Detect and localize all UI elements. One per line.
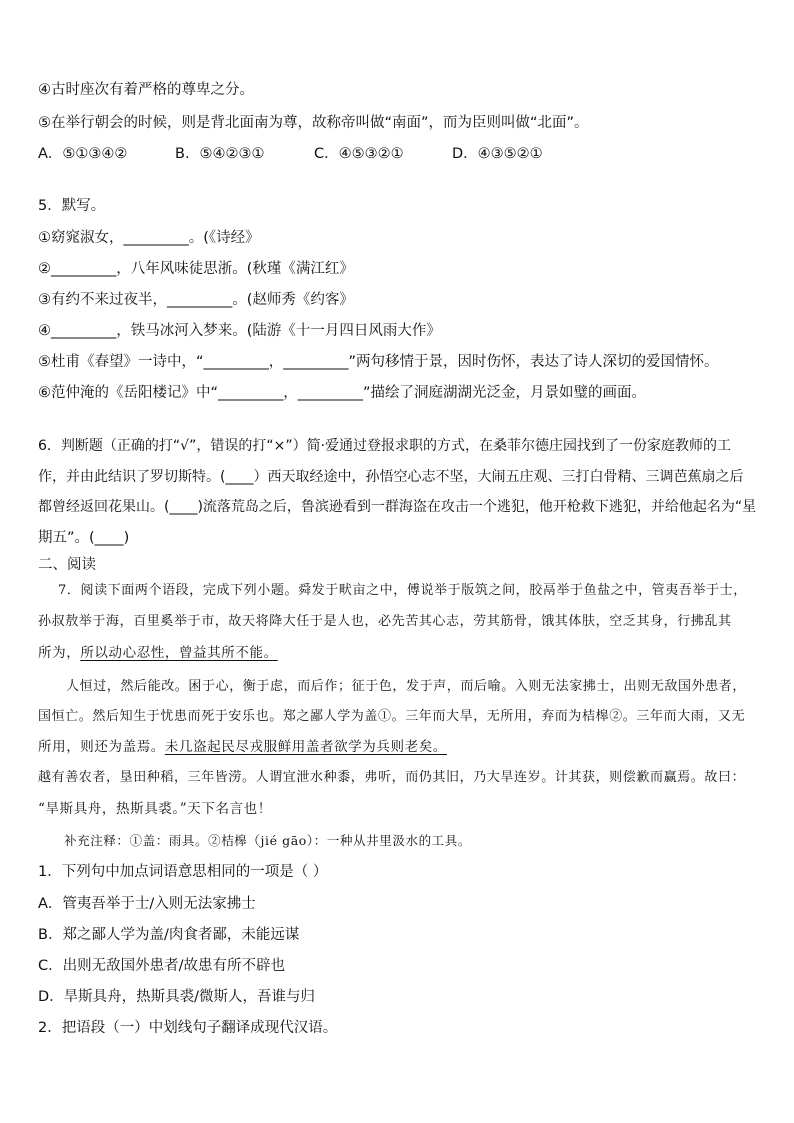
q7-sub1-option-a: A．管夷吾举于士/入则无法家拂士 [38,896,256,912]
q4-option-d: D．④③⑤②① [452,146,543,162]
q7-passage2-underlined-sentence: 未几盗起民尽戎服鲜用盖者欲学为兵则老矣。 [164,739,447,755]
q7-passage2-plain: 所用，则还为盖焉。 [38,739,165,755]
q6-line-2: 作，并由此结识了罗切斯特。(____）西天取经途中，孙悟空心志不坚，大闹五庄观、三打白骨精、三调芭蕉扇之后 [38,469,744,485]
q7-sub1-option-d: D．旱斯具舟，热斯具裘/微斯人，吾谁与归 [38,989,316,1005]
q7-passage2-line-3 [38,737,447,757]
q4-statement-5: ⑤在举行朝会的时候，则是背北面南为尊，故称帝叫做“南面”，而为臣则叫做“北面”。 [38,115,589,131]
q5-item-2: ②_________，八年风味徒思浙。(秋瑾《满江红》 [38,261,354,277]
q4-option-a: A．⑤①③④② [38,146,128,162]
q6-line-1: 6．判断题（正确的打“√”，错误的打“×”）简·爱通过登报求职的方式，在桑菲尔德庄园找到了一份家庭教师的工 [38,438,732,454]
q7-passage2-line-2: 国恒亡。然后知生于忧患而死于安乐也。郑之鄙人学为盖①。三年而大旱，无所用，弃而为桔槔②。三年而大雨，又无 [38,709,746,724]
q4-statement-4: ④古时座次有着严格的尊卑之分。 [38,82,254,98]
q5-item-6: ⑥范仲淹的《岳阳楼记》中“_________，_________”描绘了洞庭湖湖光泛金，月景如璧的画面。 [38,385,647,401]
q7-passage3-line-2: “旱斯具舟，热斯具裘。”天下名言也！ [38,801,272,817]
q5-item-4: ④_________，铁马冰河入梦来。(陆游《十一月四日风雨大作》 [38,323,441,339]
q7-passage2-line-1: 人恒过，然后能改。困于心，衡于虑，而后作；征于色，发于声，而后喻。入则无法家拂士，出则无敌国外患者， [66,679,747,694]
q7-note: 补充注释：①盖：雨具。②桔槔（jié gāo）：一种从井里汲水的工具。 [64,833,471,848]
q7-passage1-line-3 [38,643,278,663]
q5-item-3: ③有约不来过夜半，_________。(赵师秀《约客》 [38,292,354,308]
q6-line-3: 都曾经返回花果山。(____)流落荒岛之后，鲁滨逊看到一群海盗在攻击一个逃犯，他开枪救下逃犯，并给他起名为“星 [38,499,757,515]
q7-sub1-option-c: C．出则无敌国外患者/故患有所不辟也 [38,958,286,974]
q5-title: 5．默写。 [38,198,106,214]
q7-passage3-line-1: 越有善农者，垦田种稻，三年皆涝。人谓宜泄水种黍，弗听，而仍其旧，乃大旱连岁。计其获，则偿歉而赢焉。故曰： [38,770,746,785]
q4-option-c: C．④⑤③②① [314,146,404,162]
q6-line-4: 期五”。(____) [38,530,130,546]
q7-passage1-line-1: 7．阅读下面两个语段，完成下列小题。舜发于畎亩之中，傅说举于版筑之间，胶鬲举于鱼盐之中，管夷吾举于士， [58,583,747,598]
q5-item-5: ⑤杜甫《春望》一诗中，“_________，_________”两句移情于景，因时伤怀，表达了诗人深切的爱国情怀。 [38,354,719,370]
q5-item-1: ①窈窕淑女，_________。(《诗经》 [38,230,260,246]
q7-passage1-plain: 所为， [38,645,81,661]
section-heading: 二、阅读 [38,557,96,573]
q7-sub2-stem: 2．把语段（一）中划线句子翻译成现代汉语。 [38,1020,338,1036]
q7-sub1-option-b: B．郑之鄙人学为盖/肉食者鄙，未能远谋 [38,927,300,943]
q7-passage1-underlined-sentence: 所以动心忍性，曾益其所不能。 [80,645,278,661]
q7-sub1-stem: 1．下列句中加点词语意思相同的一项是（ ） [38,864,328,880]
q7-passage1-line-2: 孙叔敖举于海，百里奚举于市，故天将降大任于是人也，必先苦其心志，劳其筋骨，饿其体肤，空乏其身，行拂乱其 [38,614,732,629]
q4-option-b: B．⑤④②③① [175,146,265,162]
